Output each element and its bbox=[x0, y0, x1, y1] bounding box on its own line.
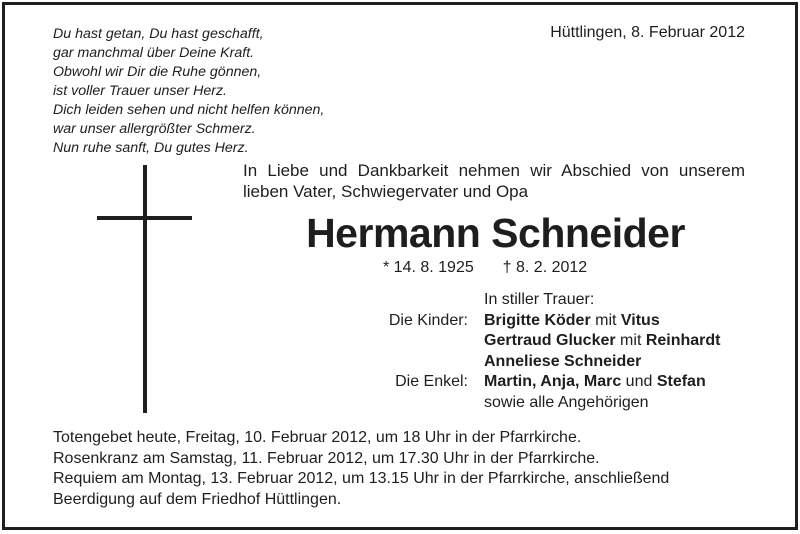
child-name: Gertraud Glucker bbox=[484, 332, 616, 349]
poem-line: Nun ruhe sanft, Du gutes Herz. bbox=[53, 140, 249, 156]
memorial-poem bbox=[53, 25, 324, 158]
life-dates bbox=[383, 259, 587, 277]
child-entry bbox=[484, 331, 721, 352]
grandchildren-names: Martin, Anja, Marc bbox=[484, 373, 622, 390]
grandchildren-conj: und bbox=[621, 373, 657, 390]
child-conj: mit bbox=[615, 332, 646, 349]
intro-line-2: lieben Vater, Schwiegervater und Opa bbox=[243, 182, 529, 201]
mourners-heading: In stiller Trauer: bbox=[484, 291, 595, 308]
child-entry bbox=[484, 311, 660, 332]
child-entry bbox=[484, 352, 641, 373]
birth-date: * 14. 8. 1925 bbox=[383, 259, 474, 276]
child-partner: Vitus bbox=[620, 311, 660, 329]
poem-line: Du hast getan, Du hast geschafft, bbox=[53, 26, 264, 42]
grandchild-last: Stefan bbox=[656, 373, 706, 390]
intro-line-1: In Liebe und Dankbarkeit nehmen wir Abschied von unserem bbox=[243, 161, 745, 180]
poem-line: ist voller Trauer unser Herz. bbox=[53, 83, 227, 99]
poem-line: gar manchmal über Deine Kraft. bbox=[53, 45, 255, 61]
grandchildren-label: Die Enkel: bbox=[395, 373, 468, 390]
relatives-line: sowie alle Angehörigen bbox=[484, 393, 649, 411]
poem-line: Obwohl wir Dir die Ruhe gönnen, bbox=[53, 64, 262, 80]
service-line: Requiem am Montag, 13. Februar 2012, um 13.15 Uhr in der Pfarrkirche, anschließend bbox=[53, 470, 670, 487]
child-name: Brigitte Köder bbox=[484, 311, 591, 329]
cross-icon-beam bbox=[97, 216, 192, 220]
place-and-date: Hüttlingen, 8. Februar 2012 bbox=[550, 24, 745, 41]
intro-text bbox=[243, 160, 745, 202]
mourners-list bbox=[0, 290, 800, 413]
deceased-name: Hermann Schneider bbox=[306, 210, 685, 256]
children-label: Die Kinder: bbox=[388, 311, 468, 329]
service-line: Beerdigung auf dem Friedhof Hüttlingen. bbox=[53, 490, 342, 508]
service-line: Totengebet heute, Freitag, 10. Februar 2012, um 18 Uhr in der Pfarrkirche. bbox=[53, 429, 582, 446]
child-partner: Reinhardt bbox=[645, 332, 721, 349]
grandchildren-entry bbox=[484, 372, 706, 393]
death-date: † 8. 2. 2012 bbox=[502, 259, 588, 276]
child-conj: mit bbox=[590, 311, 621, 329]
poem-line: Dich leiden sehen und nicht helfen können, bbox=[53, 102, 325, 118]
service-line: Rosenkranz am Samstag, 11. Februar 2012, um 17.30 Uhr in der Pfarrkirche. bbox=[53, 449, 600, 467]
service-details bbox=[53, 428, 669, 510]
poem-line: war unser allergrößter Schmerz. bbox=[53, 121, 256, 137]
child-name: Anneliese Schneider bbox=[484, 352, 642, 370]
